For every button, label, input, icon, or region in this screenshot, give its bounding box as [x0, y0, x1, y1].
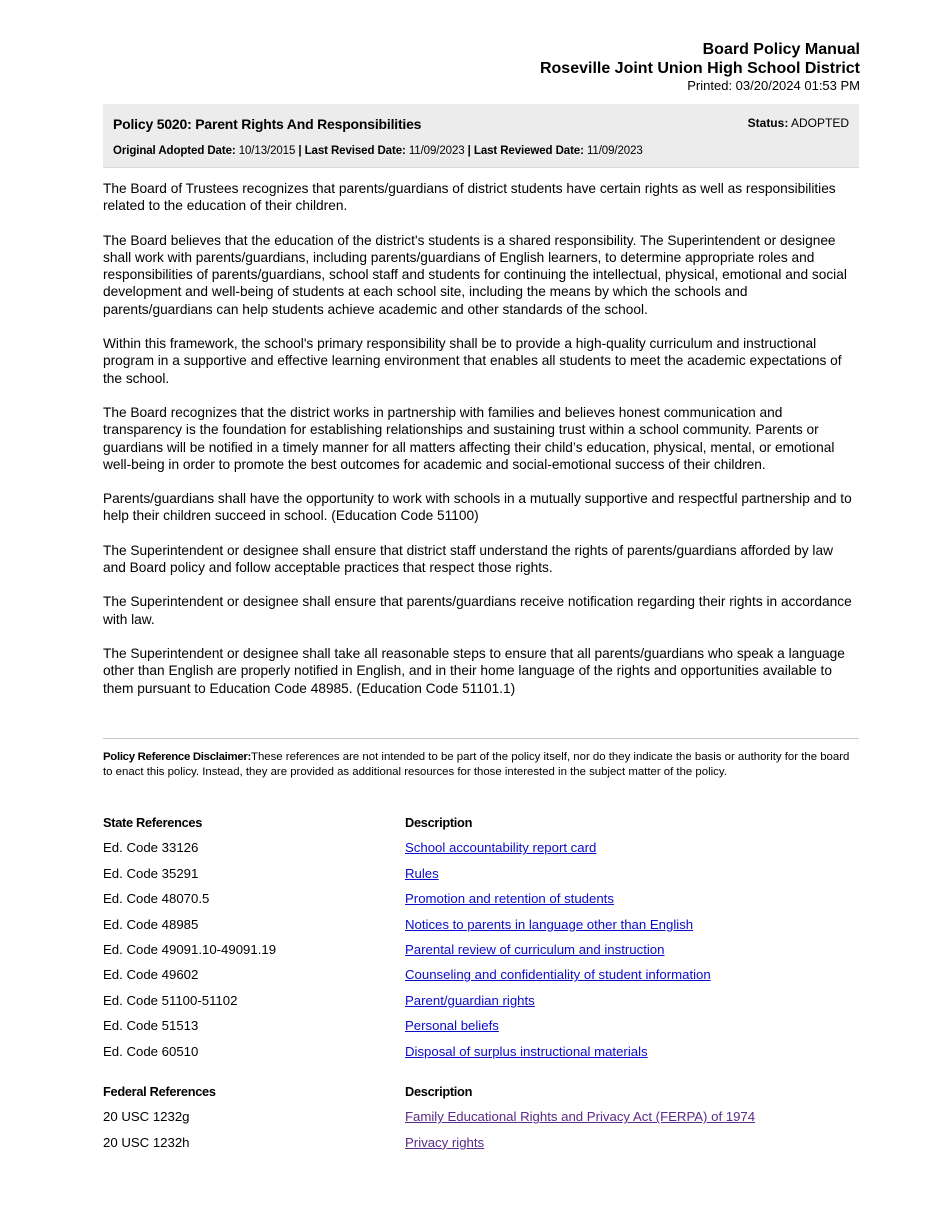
reference-link[interactable]: Disposal of surplus instructional materials: [405, 1043, 648, 1059]
policy-status: [748, 116, 849, 130]
district-name: Roseville Joint Union High School District: [539, 60, 860, 77]
policy-paragraph: The Board recognizes that the district works in partnership with families and believes honest communication and transparency is the foundation for establishing relationships and sustaining trust within a school community. Parents or guardians will be notified in a timely manner for all matters affecting their child’s education, physical, mental, or emotional well-being in order to promote the best outcomes for academic and social-emotional success of their children.: [103, 404, 835, 472]
reference-code: Ed. Code 51513: [103, 1018, 199, 1034]
printed-timestamp: Printed: 03/20/2024 01:53 PM: [687, 78, 860, 93]
table-header-row: [103, 1084, 859, 1109]
policy-paragraph: The Superintendent or designee shall ensure that parents/guardians receive notification regarding their rights in accordance with law.: [103, 594, 852, 627]
disclaimer-label: Policy Reference Disclaimer:: [103, 751, 251, 763]
reference-link[interactable]: School accountability report card: [405, 840, 597, 856]
date-separator: |: [467, 145, 471, 157]
table-row: [103, 1135, 859, 1160]
disclaimer-text: These references are not intended to be part of the policy itself, nor do they indicate the basis or authority for the board to enact this policy. Instead, they are provided as additional resources for those interested in the subject matter of the policy.: [103, 751, 850, 778]
policy-paragraph: The Superintendent or designee shall ensure that district staff understand the rights of parents/guardians afforded by law and Board policy and follow acceptable practices that respect those rights.: [103, 542, 833, 576]
reference-link[interactable]: Family Educational Rights and Privacy Act (FERPA) of 1974: [405, 1109, 756, 1125]
last-reviewed-label: Last Reviewed Date:: [473, 145, 584, 157]
table-row: [103, 967, 859, 992]
reference-code: Ed. Code 49602: [103, 967, 199, 983]
description-header: Description: [405, 1084, 473, 1099]
policy-dates: [113, 145, 643, 157]
policy-paragraph: Parents/guardians shall have the opportunity to work with schools in a mutually supportive and respectful partnership and to help their children succeed in school. (Education Code 51100): [103, 491, 852, 524]
table-row: [103, 1044, 859, 1069]
reference-code: Ed. Code 48985: [103, 916, 199, 932]
table-row: [103, 866, 859, 891]
state-references-table: [103, 815, 859, 1069]
table-row: [103, 1018, 859, 1043]
reference-link[interactable]: Promotion and retention of students: [405, 891, 614, 907]
reference-code: Ed. Code 33126: [103, 840, 199, 856]
reference-link[interactable]: Privacy rights: [405, 1134, 485, 1150]
table-row: [103, 917, 859, 942]
date-separator: |: [298, 145, 302, 157]
reference-link[interactable]: Personal beliefs: [405, 1018, 499, 1034]
policy-paragraph: The Board of Trustees recognizes that parents/guardians of district students have certain rights as well as responsibilities related to the education of their children.: [103, 181, 836, 214]
policy-paragraph: The Superintendent or designee shall take all reasonable steps to ensure that all parents/guardians who speak a language other than English are properly notified in English, and in their home language of the rights and opportunities available to them pursuant to Education Code 48985. (Education Code 51101.1): [103, 645, 845, 696]
reference-disclaimer: [103, 750, 859, 780]
original-adopted-label: Original Adopted Date:: [113, 145, 236, 157]
reference-code: 20 USC 1232h: [103, 1134, 190, 1150]
table-row: [103, 840, 859, 865]
federal-references-table: [103, 1084, 859, 1160]
status-label: Status:: [747, 116, 789, 130]
reference-code: 20 USC 1232g: [103, 1109, 190, 1125]
description-header: Description: [405, 815, 473, 830]
reference-link[interactable]: Parent/guardian rights: [405, 992, 535, 1008]
reference-code: Ed. Code 49091.10-49091.19: [103, 941, 277, 957]
manual-title: Board Policy Manual: [702, 41, 860, 58]
table-row: [103, 993, 859, 1018]
reference-link[interactable]: Rules: [405, 865, 439, 881]
status-value: ADOPTED: [790, 116, 849, 130]
reference-link[interactable]: Parental review of curriculum and instruction: [405, 941, 665, 957]
reference-link[interactable]: Counseling and confidentiality of student information: [405, 967, 711, 983]
last-revised-value: 11/09/2023: [408, 145, 465, 157]
policy-paragraph: The Board believes that the education of the district's students is a shared responsibility. The Superintendent or designee shall work with parents/guardians, including parents/guardians of English learners, to determine appropriate roles and responsibilities of parents/guardians, school staff and students for continuing the intellectual, physical, emotional and social development and well-being of students at each school site, including the means by which the schools and parents/guardians can help students achieve academic and other standards of the school.: [103, 232, 847, 317]
table-row: [103, 942, 859, 967]
table-header-row: [103, 815, 859, 840]
policy-title: Policy 5020: Parent Rights And Responsibilities: [113, 116, 422, 132]
table-row: [103, 1109, 859, 1134]
reference-link[interactable]: Notices to parents in language other than English: [405, 916, 694, 932]
last-reviewed-value: 11/09/2023: [586, 145, 643, 157]
original-adopted-value: 10/13/2015: [238, 145, 296, 157]
reference-code: Ed. Code 48070.5: [103, 891, 210, 907]
reference-code: Ed. Code 35291: [103, 865, 199, 881]
table-row: [103, 891, 859, 916]
policy-info-box: [103, 104, 859, 168]
section-divider: [103, 738, 859, 739]
last-revised-label: Last Revised Date:: [304, 145, 406, 157]
policy-paragraph: Within this framework, the school's primary responsibility shall be to provide a high-quality curriculum and instructional program in a supportive and effective learning environment that enables all students to meet the academic expectations of the school.: [103, 336, 842, 386]
policy-body: [103, 180, 859, 714]
document-header: [540, 40, 860, 93]
reference-code: Ed. Code 51100-51102: [103, 992, 238, 1008]
federal-references-header: Federal References: [103, 1084, 216, 1099]
state-references-header: State References: [103, 815, 203, 830]
reference-code: Ed. Code 60510: [103, 1043, 199, 1059]
